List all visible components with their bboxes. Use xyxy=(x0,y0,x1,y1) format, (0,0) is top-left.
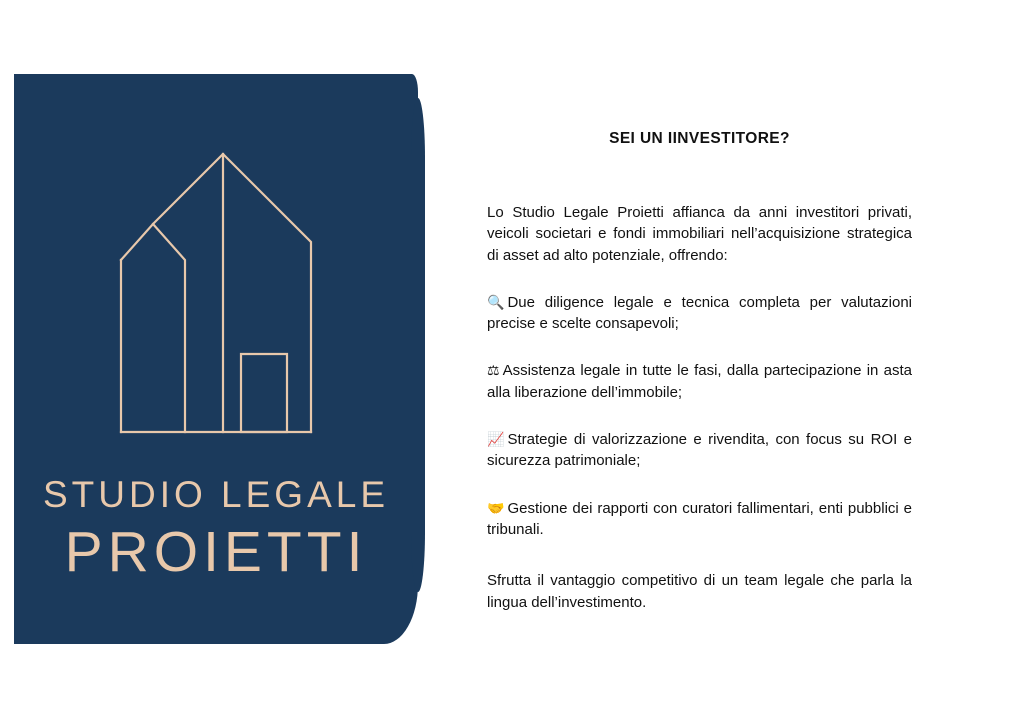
paragraph-text: Lo Studio Legale Proietti affianca da anni investitori privati, veicoli societari e fondi immobiliari nell’acquisizione strategica di asset ad alto potenziale, offrendo: xyxy=(487,204,912,264)
house-outline-logo-icon xyxy=(91,132,341,472)
logo-wordmark xyxy=(14,472,418,586)
paragraph-due-diligence xyxy=(487,292,912,335)
paragraph-text: Gestione dei rapporti con curatori fallimentari, enti pubblici e tribunali. xyxy=(487,499,912,538)
logo-panel xyxy=(14,74,418,644)
chart-increasing-icon: 📈 xyxy=(487,431,505,448)
paragraph-strategie xyxy=(487,429,912,472)
logo-line-2: PROIETTI xyxy=(64,520,368,585)
paragraph-closing xyxy=(487,570,912,613)
document-body xyxy=(487,130,912,613)
paragraph-text: Due diligence legale e tecnica completa per valutazioni precise e scelte consapevoli; xyxy=(487,293,912,333)
paragraph-text: Sfrutta il vantaggio competitivo di un team legale che parla la lingua dell’investimento. xyxy=(487,572,912,611)
paragraph-intro xyxy=(487,202,912,266)
paragraph-assistenza xyxy=(487,360,912,403)
handshake-icon: 🤝 xyxy=(487,499,505,516)
scales-icon: ⚖ xyxy=(487,362,500,379)
page-title: SEI UN IINVESTITORE? xyxy=(609,130,790,147)
paragraph-text: Assistenza legale in tutte le fasi, dalla partecipazione in asta alla liberazione dell’immobile; xyxy=(487,362,912,401)
logo-line-1: STUDIO LEGALE xyxy=(42,474,390,515)
paragraph-gestione xyxy=(487,498,912,541)
magnifier-icon: 🔍 xyxy=(487,293,505,310)
paragraph-text: Strategie di valorizzazione e rivendita, con focus su ROI e sicurezza patrimoniale; xyxy=(487,431,912,470)
